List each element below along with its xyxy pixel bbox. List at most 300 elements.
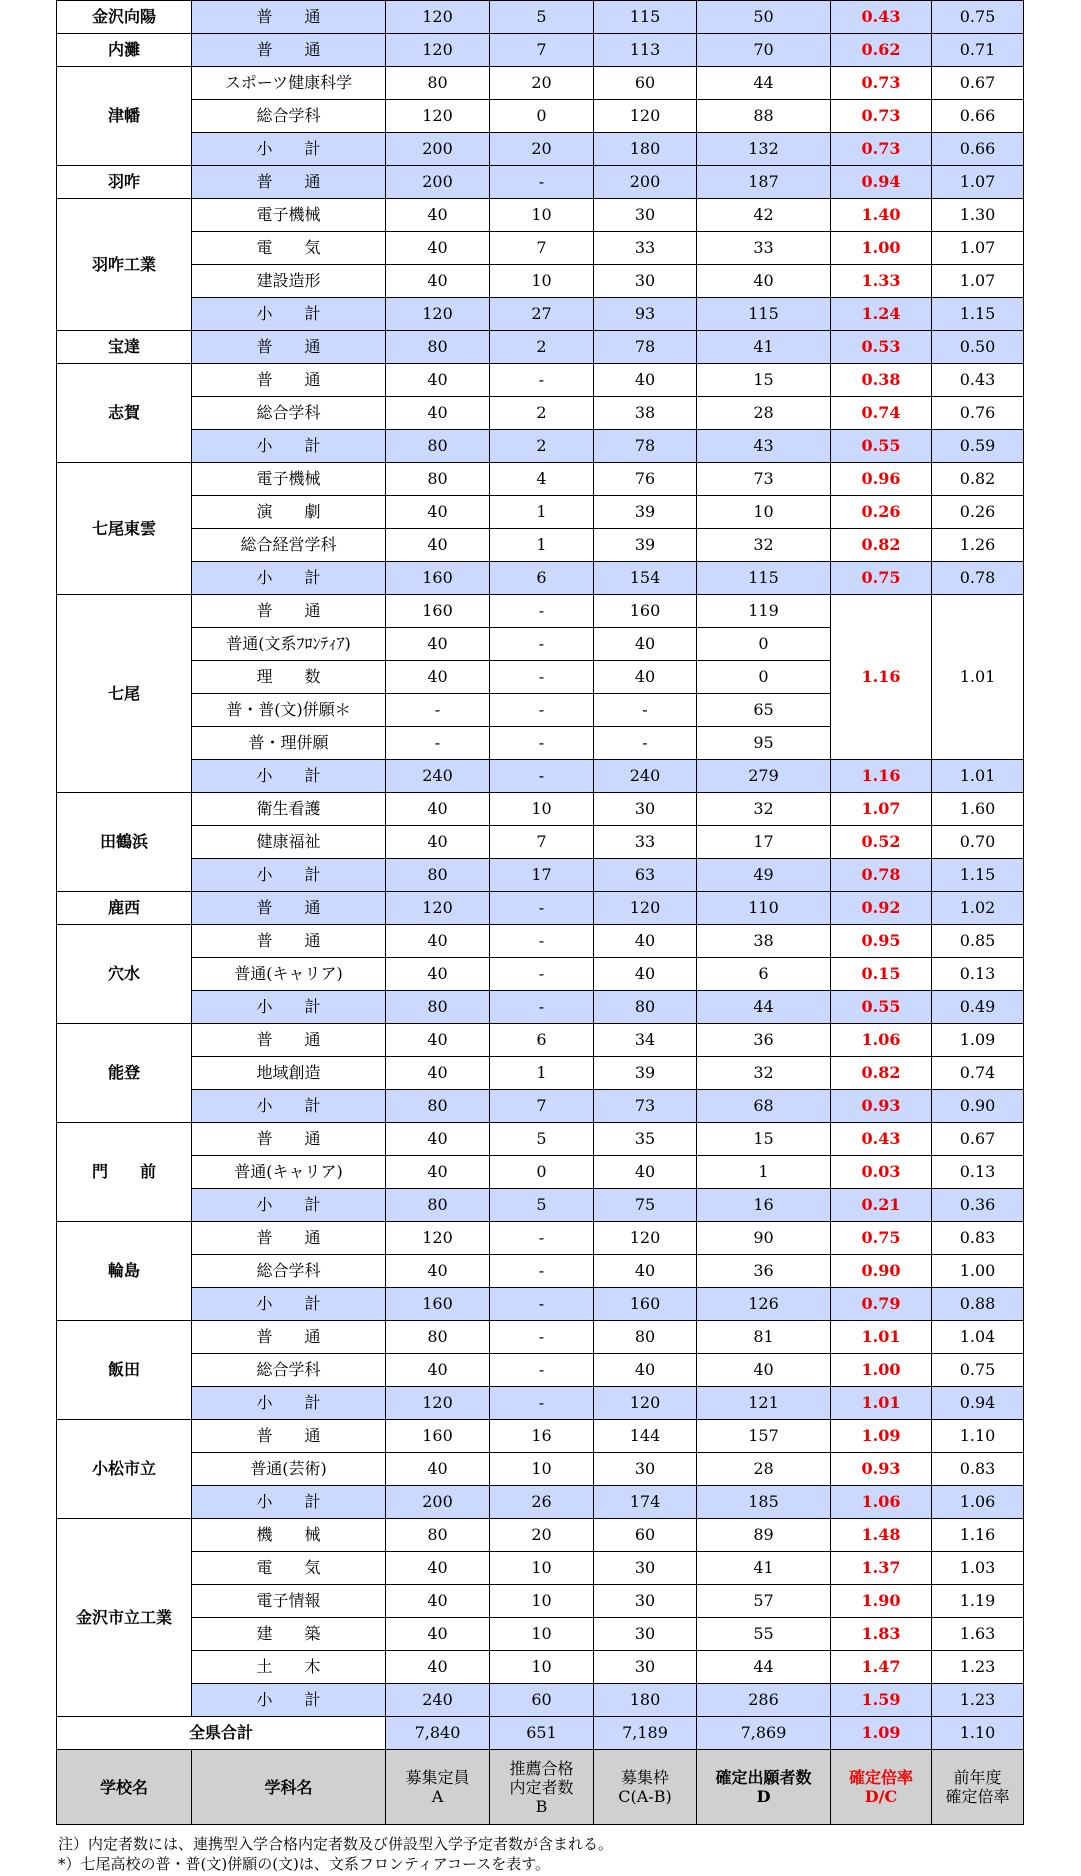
previous-ratio-cell: 1.30 bbox=[932, 199, 1024, 232]
recommended-cell: 5 bbox=[490, 1189, 594, 1222]
previous-ratio-cell: 0.70 bbox=[932, 826, 1024, 859]
quota-cell: 40 bbox=[594, 628, 697, 661]
header-line: 推薦合格 bbox=[509, 1758, 574, 1778]
department-cell: 普 通 bbox=[192, 892, 386, 925]
previous-ratio-cell: 0.76 bbox=[932, 397, 1024, 430]
ratio-cell: 0.73 bbox=[831, 133, 932, 166]
capacity-cell: 200 bbox=[386, 1486, 490, 1519]
recommended-cell: 5 bbox=[490, 1, 594, 34]
table-row bbox=[57, 529, 1024, 562]
recommended-cell: 20 bbox=[490, 67, 594, 100]
school-name-cell: 金沢向陽 bbox=[57, 1, 192, 34]
applicants-cell: 57 bbox=[697, 1585, 831, 1618]
previous-ratio-cell: 0.85 bbox=[932, 925, 1024, 958]
ratio-cell: 0.79 bbox=[831, 1288, 932, 1321]
recommended-cell: 60 bbox=[490, 1684, 594, 1717]
quota-cell: 30 bbox=[594, 1552, 697, 1585]
ratio-cell: 0.55 bbox=[831, 991, 932, 1024]
department-cell: 建設造形 bbox=[192, 265, 386, 298]
header-line: C(A-B) bbox=[618, 1787, 672, 1806]
department-cell: 普 通 bbox=[192, 1024, 386, 1057]
table-row bbox=[57, 496, 1024, 529]
table-row bbox=[57, 1618, 1024, 1651]
department-cell: 小 計 bbox=[192, 760, 386, 793]
school-name-cell: 田鶴浜 bbox=[57, 793, 192, 892]
recommended-cell: 7 bbox=[490, 232, 594, 265]
applicants-cell: 110 bbox=[697, 892, 831, 925]
table-row bbox=[57, 1453, 1024, 1486]
previous-ratio-cell: 0.67 bbox=[932, 67, 1024, 100]
department-cell: 小 計 bbox=[192, 859, 386, 892]
applicants-cell: 38 bbox=[697, 925, 831, 958]
recommended-cell: 20 bbox=[490, 1519, 594, 1552]
header-department: 学科名 bbox=[192, 1750, 386, 1825]
quota-cell: 60 bbox=[594, 1519, 697, 1552]
table-row bbox=[57, 1090, 1024, 1123]
applicants-cell: 16 bbox=[697, 1189, 831, 1222]
capacity-cell: 40 bbox=[386, 265, 490, 298]
capacity-cell: 40 bbox=[386, 1618, 490, 1651]
capacity-cell: 40 bbox=[386, 826, 490, 859]
recommended-cell: 2 bbox=[490, 331, 594, 364]
applicants-cell: 132 bbox=[697, 133, 831, 166]
quota-cell: 40 bbox=[594, 364, 697, 397]
applicants-cell: 7,869 bbox=[697, 1717, 831, 1750]
recommended-cell: 6 bbox=[490, 1024, 594, 1057]
ratio-cell: 1.90 bbox=[831, 1585, 932, 1618]
previous-ratio-cell: 0.13 bbox=[932, 1156, 1024, 1189]
school-name-cell: 羽咋 bbox=[57, 166, 192, 199]
table-row bbox=[57, 1585, 1024, 1618]
previous-ratio-cell: 0.88 bbox=[932, 1288, 1024, 1321]
ratio-cell: 0.73 bbox=[831, 67, 932, 100]
previous-ratio-cell: 1.04 bbox=[932, 1321, 1024, 1354]
ratio-cell: 1.16 bbox=[831, 595, 932, 760]
capacity-cell: 40 bbox=[386, 529, 490, 562]
previous-ratio-cell: 0.94 bbox=[932, 1387, 1024, 1420]
previous-ratio-cell: 0.83 bbox=[932, 1453, 1024, 1486]
department-cell: 電子機械 bbox=[192, 199, 386, 232]
table-row bbox=[57, 1288, 1024, 1321]
school-name-cell: 津幡 bbox=[57, 67, 192, 166]
capacity-cell: 40 bbox=[386, 397, 490, 430]
ratio-cell: 1.00 bbox=[831, 232, 932, 265]
ratio-cell: 1.09 bbox=[831, 1717, 932, 1750]
header-line: 確定倍率 bbox=[945, 1787, 1010, 1806]
school-name-cell: 羽咋工業 bbox=[57, 199, 192, 331]
applicants-cell: 41 bbox=[697, 331, 831, 364]
quota-cell: 63 bbox=[594, 859, 697, 892]
previous-ratio-cell: 0.66 bbox=[932, 100, 1024, 133]
school-name-cell: 志賀 bbox=[57, 364, 192, 463]
capacity-cell: 80 bbox=[386, 859, 490, 892]
table-row bbox=[57, 760, 1024, 793]
recommended-cell: 1 bbox=[490, 1057, 594, 1090]
quota-cell: 240 bbox=[594, 760, 697, 793]
quota-cell: 30 bbox=[594, 793, 697, 826]
department-cell: 小 計 bbox=[192, 298, 386, 331]
application-table-container bbox=[56, 0, 1023, 1825]
ratio-cell: 0.82 bbox=[831, 1057, 932, 1090]
quota-cell: 7,189 bbox=[594, 1717, 697, 1750]
header-previous-ratio bbox=[932, 1750, 1024, 1825]
ratio-cell: 0.93 bbox=[831, 1453, 932, 1486]
department-cell: 地域創造 bbox=[192, 1057, 386, 1090]
recommended-cell: 7 bbox=[490, 826, 594, 859]
department-cell: 小 計 bbox=[192, 1684, 386, 1717]
recommended-cell: - bbox=[490, 1354, 594, 1387]
school-name-cell: 鹿西 bbox=[57, 892, 192, 925]
recommended-cell: 6 bbox=[490, 562, 594, 595]
table-row bbox=[57, 1684, 1024, 1717]
quota-cell: 39 bbox=[594, 529, 697, 562]
applicants-cell: 81 bbox=[697, 1321, 831, 1354]
capacity-cell: 80 bbox=[386, 991, 490, 1024]
department-cell: 普通(文系ﾌﾛﾝﾃｨｱ) bbox=[192, 628, 386, 661]
table-row bbox=[57, 958, 1024, 991]
previous-ratio-cell: 0.78 bbox=[932, 562, 1024, 595]
header-applicants bbox=[697, 1750, 831, 1825]
capacity-cell: 80 bbox=[386, 1519, 490, 1552]
capacity-cell: 160 bbox=[386, 595, 490, 628]
capacity-cell: 120 bbox=[386, 298, 490, 331]
department-cell: 小 計 bbox=[192, 1387, 386, 1420]
department-cell: 普通(芸術) bbox=[192, 1453, 386, 1486]
table-row bbox=[57, 1, 1024, 34]
quota-cell: - bbox=[594, 694, 697, 727]
ratio-cell: 0.74 bbox=[831, 397, 932, 430]
quota-cell: 75 bbox=[594, 1189, 697, 1222]
table-row bbox=[57, 793, 1024, 826]
ratio-cell: 0.38 bbox=[831, 364, 932, 397]
school-name-cell: 能登 bbox=[57, 1024, 192, 1123]
applicants-cell: 89 bbox=[697, 1519, 831, 1552]
applicants-cell: 115 bbox=[697, 298, 831, 331]
capacity-cell: 40 bbox=[386, 661, 490, 694]
capacity-cell: 40 bbox=[386, 1354, 490, 1387]
applicants-cell: 279 bbox=[697, 760, 831, 793]
applicants-cell: 65 bbox=[697, 694, 831, 727]
total-row bbox=[57, 1717, 1024, 1750]
ratio-cell: 0.43 bbox=[831, 1123, 932, 1156]
applicants-cell: 44 bbox=[697, 67, 831, 100]
ratio-cell: 1.06 bbox=[831, 1024, 932, 1057]
quota-cell: 174 bbox=[594, 1486, 697, 1519]
quota-cell: 40 bbox=[594, 1156, 697, 1189]
ratio-cell: 0.15 bbox=[831, 958, 932, 991]
department-cell: 小 計 bbox=[192, 991, 386, 1024]
ratio-cell: 1.01 bbox=[831, 1387, 932, 1420]
capacity-cell: 160 bbox=[386, 1288, 490, 1321]
recommended-cell: - bbox=[490, 661, 594, 694]
ratio-cell: 1.24 bbox=[831, 298, 932, 331]
capacity-cell: 120 bbox=[386, 1387, 490, 1420]
quota-cell: 60 bbox=[594, 67, 697, 100]
applicants-cell: 70 bbox=[697, 34, 831, 67]
applicants-cell: 40 bbox=[697, 265, 831, 298]
department-cell: 小 計 bbox=[192, 1189, 386, 1222]
table-row bbox=[57, 1189, 1024, 1222]
department-cell: 小 計 bbox=[192, 1090, 386, 1123]
capacity-cell: 40 bbox=[386, 199, 490, 232]
capacity-cell: 80 bbox=[386, 463, 490, 496]
previous-ratio-cell: 0.66 bbox=[932, 133, 1024, 166]
ratio-cell: 0.75 bbox=[831, 1222, 932, 1255]
recommended-cell: - bbox=[490, 694, 594, 727]
table-row bbox=[57, 463, 1024, 496]
department-cell: 理 数 bbox=[192, 661, 386, 694]
applicants-cell: 42 bbox=[697, 199, 831, 232]
quota-cell: 154 bbox=[594, 562, 697, 595]
previous-ratio-cell: 0.49 bbox=[932, 991, 1024, 1024]
recommended-cell: 26 bbox=[490, 1486, 594, 1519]
ratio-cell: 0.52 bbox=[831, 826, 932, 859]
table-row bbox=[57, 1222, 1024, 1255]
header-line: 前年度 bbox=[953, 1768, 1002, 1787]
previous-ratio-cell: 1.00 bbox=[932, 1255, 1024, 1288]
table-row bbox=[57, 331, 1024, 364]
recommended-cell: - bbox=[490, 1222, 594, 1255]
table-row bbox=[57, 430, 1024, 463]
quota-cell: 35 bbox=[594, 1123, 697, 1156]
department-cell: 総合経営学科 bbox=[192, 529, 386, 562]
recommended-cell: - bbox=[490, 1255, 594, 1288]
recommended-cell: 10 bbox=[490, 1453, 594, 1486]
previous-ratio-cell: 1.07 bbox=[932, 265, 1024, 298]
table-row bbox=[57, 265, 1024, 298]
capacity-cell: 40 bbox=[386, 1057, 490, 1090]
table-row bbox=[57, 1354, 1024, 1387]
previous-ratio-cell: 1.06 bbox=[932, 1486, 1024, 1519]
ratio-cell: 0.75 bbox=[831, 562, 932, 595]
capacity-cell: 120 bbox=[386, 100, 490, 133]
capacity-cell: - bbox=[386, 727, 490, 760]
quota-cell: 30 bbox=[594, 1453, 697, 1486]
table-row bbox=[57, 892, 1024, 925]
previous-ratio-cell: 1.19 bbox=[932, 1585, 1024, 1618]
applicants-cell: 121 bbox=[697, 1387, 831, 1420]
capacity-cell: 80 bbox=[386, 331, 490, 364]
capacity-cell: 120 bbox=[386, 1222, 490, 1255]
previous-ratio-cell: 0.75 bbox=[932, 1, 1024, 34]
applicants-cell: 95 bbox=[697, 727, 831, 760]
school-name-cell: 穴水 bbox=[57, 925, 192, 1024]
capacity-cell: 240 bbox=[386, 1684, 490, 1717]
recommended-cell: 10 bbox=[490, 1618, 594, 1651]
department-cell: 総合学科 bbox=[192, 1354, 386, 1387]
school-name-cell: 金沢市立工業 bbox=[57, 1519, 192, 1717]
recommended-cell: - bbox=[490, 1321, 594, 1354]
recommended-cell: 27 bbox=[490, 298, 594, 331]
quota-cell: 40 bbox=[594, 661, 697, 694]
applicants-cell: 44 bbox=[697, 991, 831, 1024]
department-cell: 普 通 bbox=[192, 34, 386, 67]
department-cell: 総合学科 bbox=[192, 100, 386, 133]
quota-cell: 180 bbox=[594, 1684, 697, 1717]
capacity-cell: 80 bbox=[386, 1189, 490, 1222]
footnotes bbox=[58, 1834, 613, 1874]
table-row bbox=[57, 1321, 1024, 1354]
ratio-cell: 1.07 bbox=[831, 793, 932, 826]
ratio-cell: 1.40 bbox=[831, 199, 932, 232]
school-name-cell: 七尾東雲 bbox=[57, 463, 192, 595]
header-line: 確定倍率 bbox=[848, 1768, 913, 1787]
applicants-cell: 49 bbox=[697, 859, 831, 892]
footnote: 注）内定者数には、連携型入学合格内定者数及び併設型入学予定者数が含まれる。 bbox=[58, 1835, 614, 1853]
table-row bbox=[57, 1486, 1024, 1519]
ratio-cell: 1.01 bbox=[831, 1321, 932, 1354]
previous-ratio-cell: 1.09 bbox=[932, 1024, 1024, 1057]
quota-cell: 33 bbox=[594, 232, 697, 265]
recommended-cell: 0 bbox=[490, 1156, 594, 1189]
table-row bbox=[57, 100, 1024, 133]
recommended-cell: 10 bbox=[490, 1585, 594, 1618]
capacity-cell: 7,840 bbox=[386, 1717, 490, 1750]
quota-cell: 144 bbox=[594, 1420, 697, 1453]
quota-cell: 78 bbox=[594, 331, 697, 364]
table-row bbox=[57, 34, 1024, 67]
department-cell: 小 計 bbox=[192, 430, 386, 463]
capacity-cell: 240 bbox=[386, 760, 490, 793]
capacity-cell: 200 bbox=[386, 133, 490, 166]
table-row bbox=[57, 397, 1024, 430]
ratio-cell: 0.73 bbox=[831, 100, 932, 133]
department-cell: 小 計 bbox=[192, 1486, 386, 1519]
department-cell: 普 通 bbox=[192, 1420, 386, 1453]
recommended-cell: 1 bbox=[490, 529, 594, 562]
quota-cell: 180 bbox=[594, 133, 697, 166]
table-row bbox=[57, 232, 1024, 265]
applicants-cell: 33 bbox=[697, 232, 831, 265]
recommended-cell: 5 bbox=[490, 1123, 594, 1156]
capacity-cell: 160 bbox=[386, 1420, 490, 1453]
ratio-cell: 0.92 bbox=[831, 892, 932, 925]
department-cell: 普 通 bbox=[192, 364, 386, 397]
applicants-cell: 119 bbox=[697, 595, 831, 628]
previous-ratio-cell: 1.10 bbox=[932, 1717, 1024, 1750]
ratio-cell: 0.26 bbox=[831, 496, 932, 529]
department-cell: スポーツ健康科学 bbox=[192, 67, 386, 100]
recommended-cell: 2 bbox=[490, 430, 594, 463]
department-cell: 電 気 bbox=[192, 232, 386, 265]
header-line: A bbox=[431, 1787, 444, 1806]
capacity-cell: 120 bbox=[386, 34, 490, 67]
school-name-cell: 宝達 bbox=[57, 331, 192, 364]
department-cell: 普・理併願 bbox=[192, 727, 386, 760]
capacity-cell: 40 bbox=[386, 1585, 490, 1618]
header-line: 内定者数 bbox=[509, 1777, 574, 1797]
previous-ratio-cell: 1.23 bbox=[932, 1684, 1024, 1717]
header-capacity bbox=[386, 1750, 490, 1825]
quota-cell: 30 bbox=[594, 1651, 697, 1684]
header-ratio bbox=[831, 1750, 932, 1825]
quota-cell: 39 bbox=[594, 496, 697, 529]
ratio-cell: 1.16 bbox=[831, 760, 932, 793]
previous-ratio-cell: 1.10 bbox=[932, 1420, 1024, 1453]
department-cell: 土 木 bbox=[192, 1651, 386, 1684]
department-cell: 普 通 bbox=[192, 1222, 386, 1255]
capacity-cell: 40 bbox=[386, 793, 490, 826]
ratio-cell: 0.21 bbox=[831, 1189, 932, 1222]
ratio-cell: 1.83 bbox=[831, 1618, 932, 1651]
ratio-cell: 0.03 bbox=[831, 1156, 932, 1189]
ratio-cell: 1.37 bbox=[831, 1552, 932, 1585]
ratio-cell: 0.90 bbox=[831, 1255, 932, 1288]
previous-ratio-cell: 0.83 bbox=[932, 1222, 1024, 1255]
capacity-cell: 40 bbox=[386, 496, 490, 529]
department-cell: 総合学科 bbox=[192, 397, 386, 430]
recommended-cell: - bbox=[490, 364, 594, 397]
department-cell: 普 通 bbox=[192, 595, 386, 628]
quota-cell: 76 bbox=[594, 463, 697, 496]
quota-cell: 78 bbox=[594, 430, 697, 463]
ratio-cell: 1.47 bbox=[831, 1651, 932, 1684]
department-cell: 総合学科 bbox=[192, 1255, 386, 1288]
table-body bbox=[57, 1, 1024, 1825]
applicants-cell: 36 bbox=[697, 1024, 831, 1057]
applicants-cell: 90 bbox=[697, 1222, 831, 1255]
table-row bbox=[57, 1420, 1024, 1453]
recommended-cell: - bbox=[490, 628, 594, 661]
capacity-cell: 40 bbox=[386, 1123, 490, 1156]
quota-cell: 120 bbox=[594, 1387, 697, 1420]
table-row bbox=[57, 1387, 1024, 1420]
capacity-cell: 120 bbox=[386, 892, 490, 925]
previous-ratio-cell: 1.02 bbox=[932, 892, 1024, 925]
header-recommended bbox=[490, 1750, 594, 1825]
school-name-cell: 飯田 bbox=[57, 1321, 192, 1420]
applicants-cell: 68 bbox=[697, 1090, 831, 1123]
ratio-cell: 0.43 bbox=[831, 1, 932, 34]
recommended-cell: 10 bbox=[490, 1552, 594, 1585]
applicants-cell: 115 bbox=[697, 562, 831, 595]
recommended-cell: - bbox=[490, 958, 594, 991]
recommended-cell: 1 bbox=[490, 496, 594, 529]
previous-ratio-cell: 1.26 bbox=[932, 529, 1024, 562]
applicants-cell: 40 bbox=[697, 1354, 831, 1387]
applicants-cell: 55 bbox=[697, 1618, 831, 1651]
capacity-cell: 40 bbox=[386, 1453, 490, 1486]
applicants-cell: 6 bbox=[697, 958, 831, 991]
department-cell: 機 械 bbox=[192, 1519, 386, 1552]
previous-ratio-cell: 1.15 bbox=[932, 298, 1024, 331]
quota-cell: 39 bbox=[594, 1057, 697, 1090]
department-cell: 建 築 bbox=[192, 1618, 386, 1651]
capacity-cell: 80 bbox=[386, 1090, 490, 1123]
previous-ratio-cell: 0.13 bbox=[932, 958, 1024, 991]
capacity-cell: 40 bbox=[386, 925, 490, 958]
department-cell: 普 通 bbox=[192, 1321, 386, 1354]
quota-cell: 33 bbox=[594, 826, 697, 859]
recommended-cell: 16 bbox=[490, 1420, 594, 1453]
applicants-cell: 286 bbox=[697, 1684, 831, 1717]
department-cell: 普 通 bbox=[192, 166, 386, 199]
applicants-cell: 126 bbox=[697, 1288, 831, 1321]
ratio-cell: 0.62 bbox=[831, 34, 932, 67]
table-row bbox=[57, 859, 1024, 892]
quota-cell: - bbox=[594, 727, 697, 760]
recommended-cell: - bbox=[490, 925, 594, 958]
ratio-cell: 1.06 bbox=[831, 1486, 932, 1519]
ratio-cell: 1.09 bbox=[831, 1420, 932, 1453]
previous-ratio-cell: 0.75 bbox=[932, 1354, 1024, 1387]
previous-ratio-cell: 0.71 bbox=[932, 34, 1024, 67]
applicants-cell: 15 bbox=[697, 364, 831, 397]
header-line: D/C bbox=[864, 1787, 898, 1806]
recommended-cell: - bbox=[490, 1288, 594, 1321]
department-cell: 電子情報 bbox=[192, 1585, 386, 1618]
applicants-cell: 41 bbox=[697, 1552, 831, 1585]
